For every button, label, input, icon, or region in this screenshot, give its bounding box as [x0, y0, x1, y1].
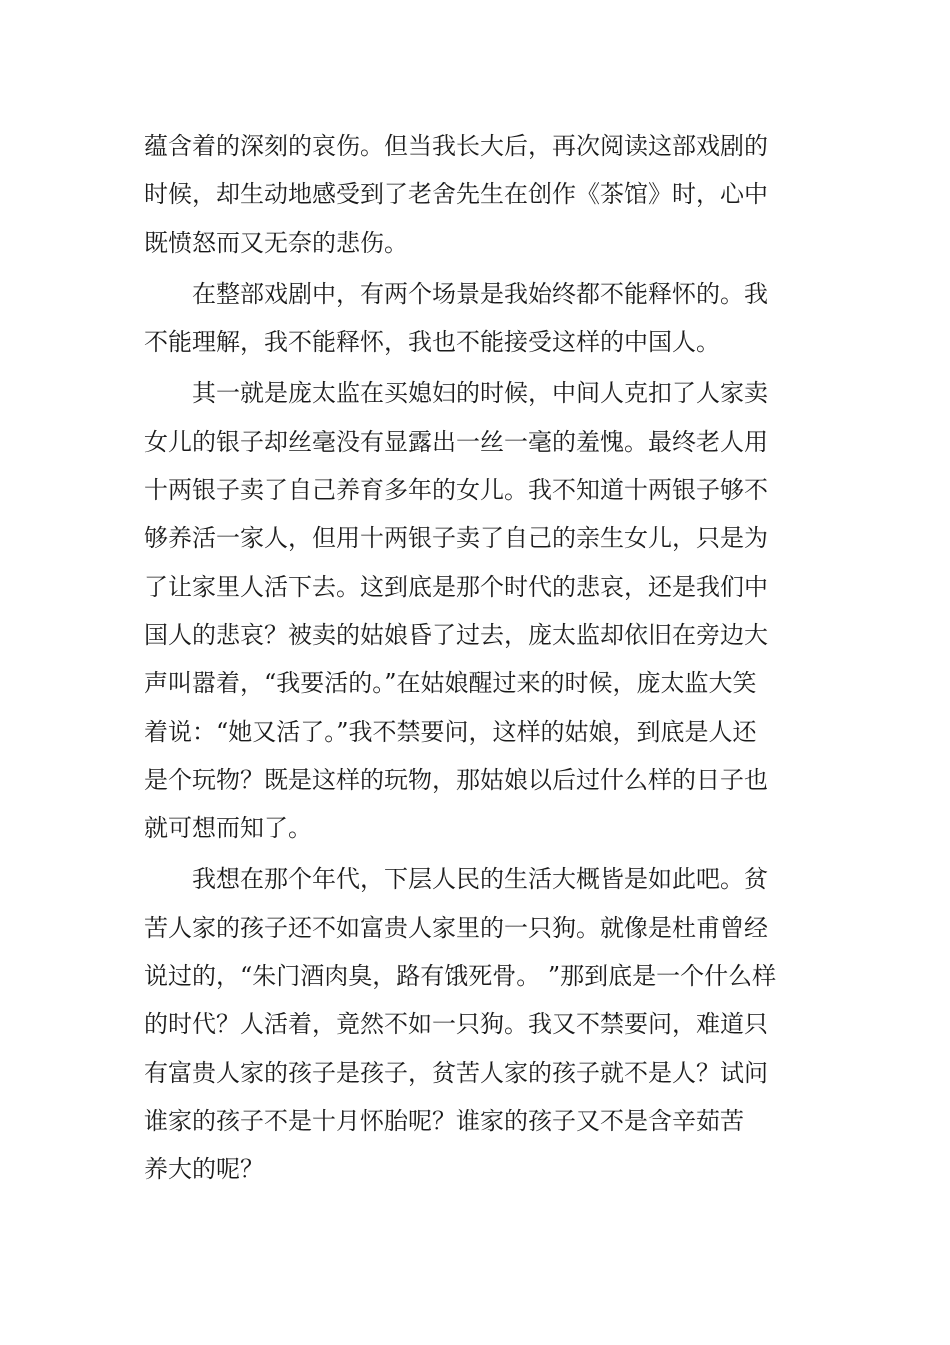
text-line: 苦人家的孩子还不如富贵人家里的一只狗。就像是杜甫曾经	[144, 913, 768, 942]
text-line: 声叫嚣着，“我要活的。”在姑娘醒过来的时候，庞太监大笑	[144, 669, 757, 698]
paragraph-1	[144, 122, 804, 267]
text-line: 就可想而知了。	[144, 814, 312, 843]
text-line: 不能理解，我不能释怀，我也不能接受这样的中国人。	[144, 328, 720, 357]
text-line: 养大的呢？	[144, 1155, 264, 1184]
paragraph-3	[144, 369, 804, 852]
text-line: 其一就是庞太监在买媳妇的时候，中间人克扣了人家卖	[192, 379, 768, 408]
text-line: 够养活一家人，但用十两银子卖了自己的亲生女儿，只是为	[144, 524, 768, 553]
paragraph-2	[144, 270, 804, 367]
text-line: 时候，却生动地感受到了老舍先生在创作《茶馆》时，心中	[144, 180, 768, 209]
text-line: 国人的悲哀？被卖的姑娘昏了过去，庞太监却依旧在旁边大	[144, 620, 768, 649]
text-line: 是个玩物？既是这样的玩物，那姑娘以后过什么样的日子也	[144, 765, 768, 794]
text-line: 的时代？人活着，竟然不如一只狗。我又不禁要问，难道只	[144, 1010, 768, 1039]
text-line: 有富贵人家的孩子是孩子，贫苦人家的孩子就不是人？试问	[144, 1058, 768, 1087]
paragraph-4	[144, 855, 804, 1193]
text-line: 在整部戏剧中，有两个场景是我始终都不能释怀的。我	[192, 279, 768, 308]
text-line: 说过的，“朱门酒肉臭，路有饿死骨。 ”那到底是一个什么样	[144, 962, 777, 991]
text-line: 蕴含着的深刻的哀伤。但当我长大后，再次阅读这部戏剧的	[144, 132, 768, 160]
text-line: 着说：“她又活了。”我不禁要问，这样的姑娘，到底是人还	[144, 717, 757, 746]
text-line: 了让家里人活下去。这到底是那个时代的悲哀，还是我们中	[144, 572, 768, 601]
essay-body	[144, 122, 804, 1197]
text-line: 谁家的孩子不是十月怀胎呢？谁家的孩子又不是含辛茹苦	[144, 1106, 744, 1135]
text-line: 既愤怒而又无奈的悲伤。	[144, 228, 408, 257]
text-line: 十两银子卖了自己养育多年的女儿。我不知道十两银子够不	[144, 476, 768, 505]
text-line: 女儿的银子却丝毫没有显露出一丝一毫的羞愧。最终老人用	[144, 427, 768, 456]
text-line: 我想在那个年代，下层人民的生活大概皆是如此吧。贫	[192, 865, 768, 894]
